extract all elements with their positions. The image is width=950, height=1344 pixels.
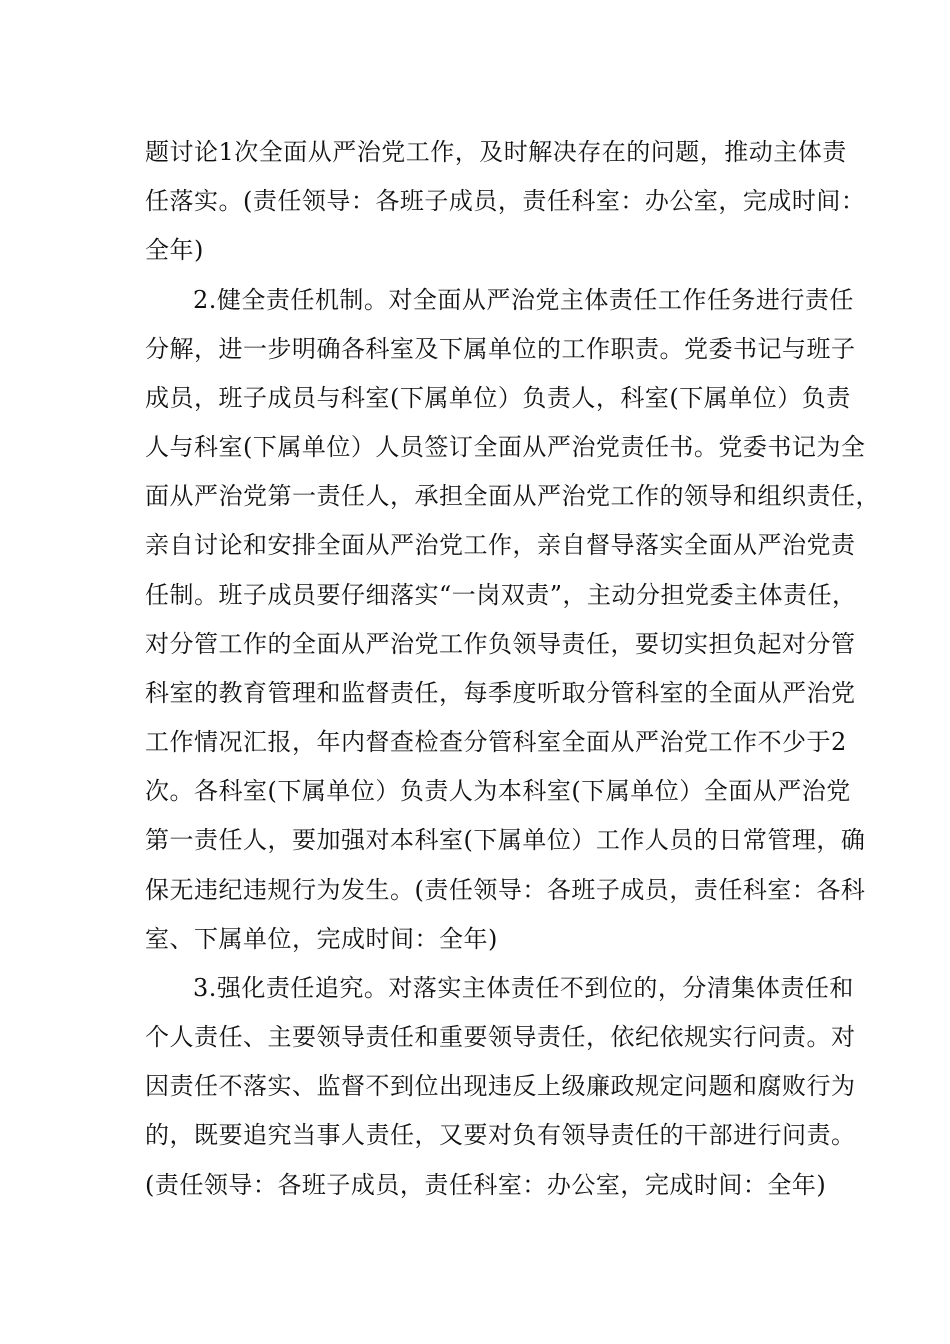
text-line: 题讨论1次全面从严治党工作，及时解决存在的问题，推动主体责 bbox=[145, 138, 847, 166]
text-line: 成员，班子成员与科室(下属单位）负责人，科室(下属单位）负责 bbox=[145, 384, 851, 412]
text-line: 对分管工作的全面从严治党工作负领导责任，要切实担负起对分管 bbox=[145, 630, 856, 658]
text-line: 室、下属单位，完成时间：全年) bbox=[145, 925, 498, 953]
text-line: 的，既要追究当事人责任，又要对负有领导责任的干部进行问责。 bbox=[145, 1121, 856, 1149]
text-line: 人与科室(下属单位）人员签订全面从严治党责任书。党委书记为全 bbox=[145, 433, 866, 461]
text-line: (责任领导：各班子成员，责任科室：办公室，完成时间：全年) bbox=[145, 1171, 827, 1199]
text-line: 全年) bbox=[145, 236, 204, 264]
text-line: 3.强化责任追究。对落实主体责任不到位的，分清集体责任和 bbox=[193, 974, 854, 1002]
text-line: 面从严治党第一责任人，承担全面从严治党工作的领导和组织责任， bbox=[145, 482, 880, 510]
text-line: 第一责任人，要加强对本科室(下属单位）工作人员的日常管理，确 bbox=[145, 826, 866, 854]
text-line: 次。各科室(下属单位）负责人为本科室(下属单位）全面从严治党 bbox=[145, 777, 851, 805]
text-line: 工作情况汇报，年内督查检查分管科室全面从严治党工作不少于2 bbox=[145, 728, 847, 756]
text-line: 保无违纪违规行为发生。(责任领导：各班子成员，责任科室：各科 bbox=[145, 876, 866, 904]
text-line: 2.健全责任机制。对全面从严治党主体责任工作任务进行责任 bbox=[193, 286, 854, 314]
text-line: 任落实。(责任领导：各班子成员，责任科室：办公室，完成时间： bbox=[145, 187, 866, 215]
text-line: 任制。班子成员要仔细落实“一岗双责”，主动分担党委主体责任， bbox=[145, 581, 857, 609]
text-line: 分解，进一步明确各科室及下属单位的工作职责。党委书记与班子 bbox=[145, 335, 856, 363]
text-line: 科室的教育管理和监督责任，每季度听取分管科室的全面从严治党 bbox=[145, 679, 856, 707]
text-line: 个人责任、主要领导责任和重要领导责任，依纪依规实行问责。对 bbox=[145, 1023, 856, 1051]
text-line: 因责任不落实、监督不到位出现违反上级廉政规定问题和腐败行为 bbox=[145, 1072, 856, 1100]
text-line: 亲自讨论和安排全面从严治党工作，亲自督导落实全面从严治党责 bbox=[145, 531, 856, 559]
